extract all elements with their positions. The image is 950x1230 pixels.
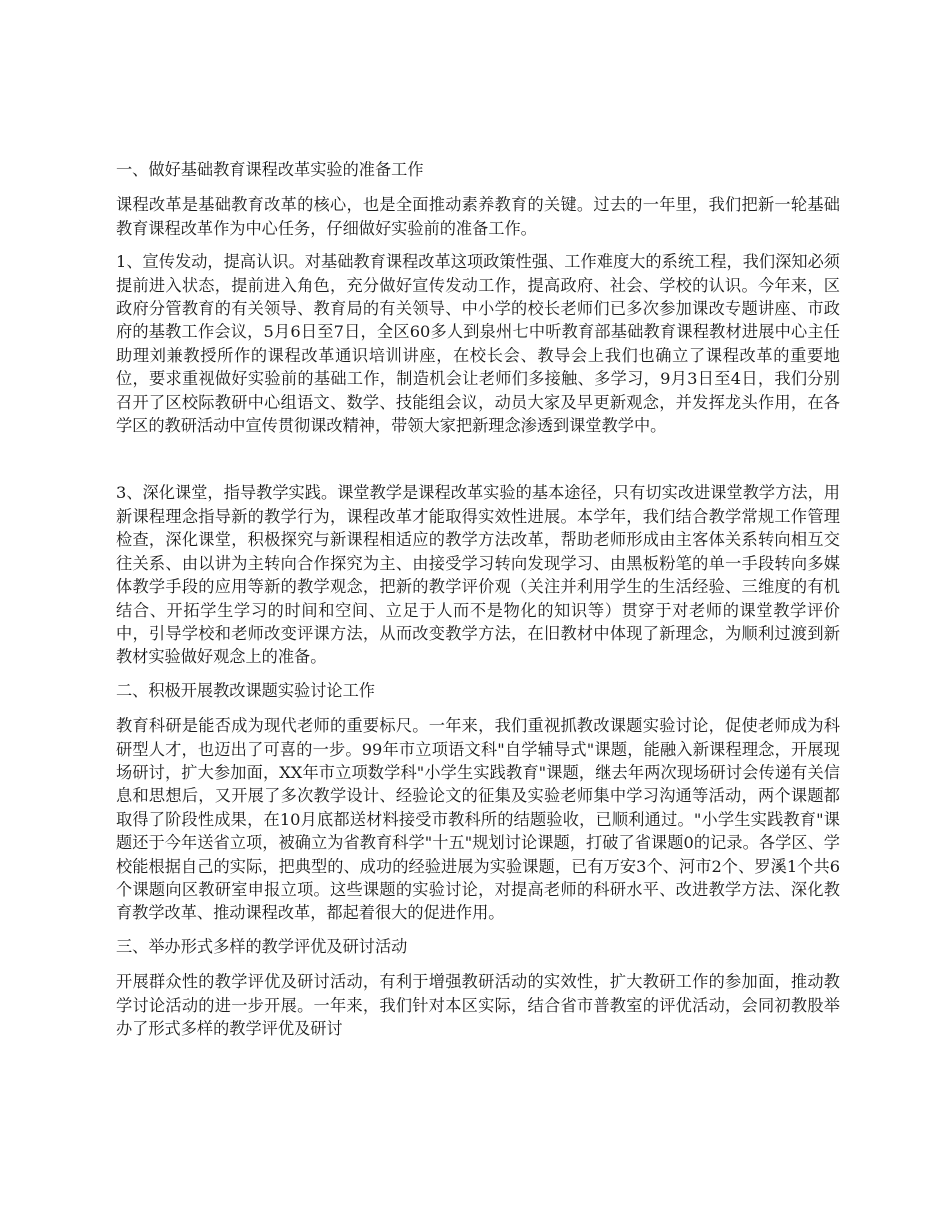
document-body [116, 158, 840, 1050]
paragraph-research: 教育科研是能否成为现代老师的重要标尺。一年来，我们重视抓教改课题实验讨论，促使老师成为科研型人才，也迈出了可喜的一步。99年市立项语文科"自学辅导式"课题，能融入新课程理念，开展现场研讨，扩大参加面，XX年市立项数学科"小学生实践教育"课题，继去年两次现场研讨会传递有关信息和思想后，又开展了多次教学设计、经验论文的征集及实验老师集中学习沟通等活动，两个课题都取得了阶段性成果，在10月底都送材料接受市教科所的结题验收，已顺利通过。"小学生实践教育"课题还于今年送省立项，被确立为省教育科学"十五"规划讨论课题，打破了省课题0的记录。各学区、学校能根据自己的实际，把典型的、成功的经验进展为实验课题，已有万安3个、河市2个、罗溪1个共6个课题向区教研室申报立项。这些课题的实验讨论，对提高老师的科研水平、改进教学方法、深化教育教学改革、推动课程改革，都起着很大的促进作用。 [116, 716, 840, 923]
paragraph-intro: 课程改革是基础教育改革的核心，也是全面推动素养教育的关键。过去的一年里，我们把新一轮基础教育课程改革作为中心任务，仔细做好实验前的准备工作。 [116, 195, 840, 238]
paragraph-activities: 开展群众性的教学评优及研讨活动，有利于增强教研活动的实效性，扩大教研工作的参加面，推动教学讨论活动的进一步开展。一年来，我们针对本区实际，结合省市普教室的评优活动，会同初教股举办了形式多样的教学评优及研讨 [116, 972, 840, 1038]
section-heading-1: 一、做好基础教育课程改革实验的准备工作 [116, 160, 424, 179]
section-heading-3: 三、举办形式多样的教学评优及研讨活动 [116, 936, 408, 956]
blank-gap [116, 447, 840, 481]
section-heading-2: 二、积极开展教改课题实验讨论工作 [116, 680, 375, 700]
paragraph-item-1: 1、宣传发动，提高认识。对基础教育课程改革这项政策性强、工作难度大的系统工程，我们深知必须提前进入状态，提前进入角色，充分做好宣传发动工作，提高政府、社会、学校的认识。今年来，区政府分管教育的有关领导、教育局的有关领导、中小学的校长老师们已多次参加课改专题讲座、市政府的基教工作会议，5月6日至7日，全区60多人到泉州七中听教育部基础教育课程教材进展中心主任助理刘兼教授所作的课程改革通识培训讲座，在校长会、教导会上我们也确立了课程改革的重要地位，要求重视做好实验前的基础工作，制造机会让老师们多接触、多学习，9月3日至4日，我们分别召开了区校际教研中心组语文、数学、技能组会议，动员大家及早更新观念，并发挥龙头作用，在各学区的教研活动中宣传贯彻课改精神，带领大家把新理念渗透到课堂教学中。 [116, 252, 840, 436]
paragraph-item-3: 3、深化课堂，指导教学实践。课堂教学是课程改革实验的基本途径，只有切实改进课堂教学方法，用新课程理念指导新的教学行为，课程改革才能取得实效性进展。本学年，我们结合教学常规工作管理检查，深化课堂，积极探究与新课程相适应的教学方法改革，帮助老师形成由主客体关系转向相互交往关系、由以讲为主转向合作探究为主、由接受学习转向发现学习、由黑板粉笔的单一手段转向多媒体教学手段的应用等新的教学观念，把新的教学评价观（关注并利用学生的生活经验、三维度的有机结合、开拓学生学习的时间和空间、立足于人而不是物化的知识等）贯穿于对老师的课堂教学评价中，引导学校和老师改变评课方法，从而改变教学方法，在旧教材中体现了新理念，为顺利过渡到新教材实验做好观念上的准备。 [116, 483, 840, 667]
